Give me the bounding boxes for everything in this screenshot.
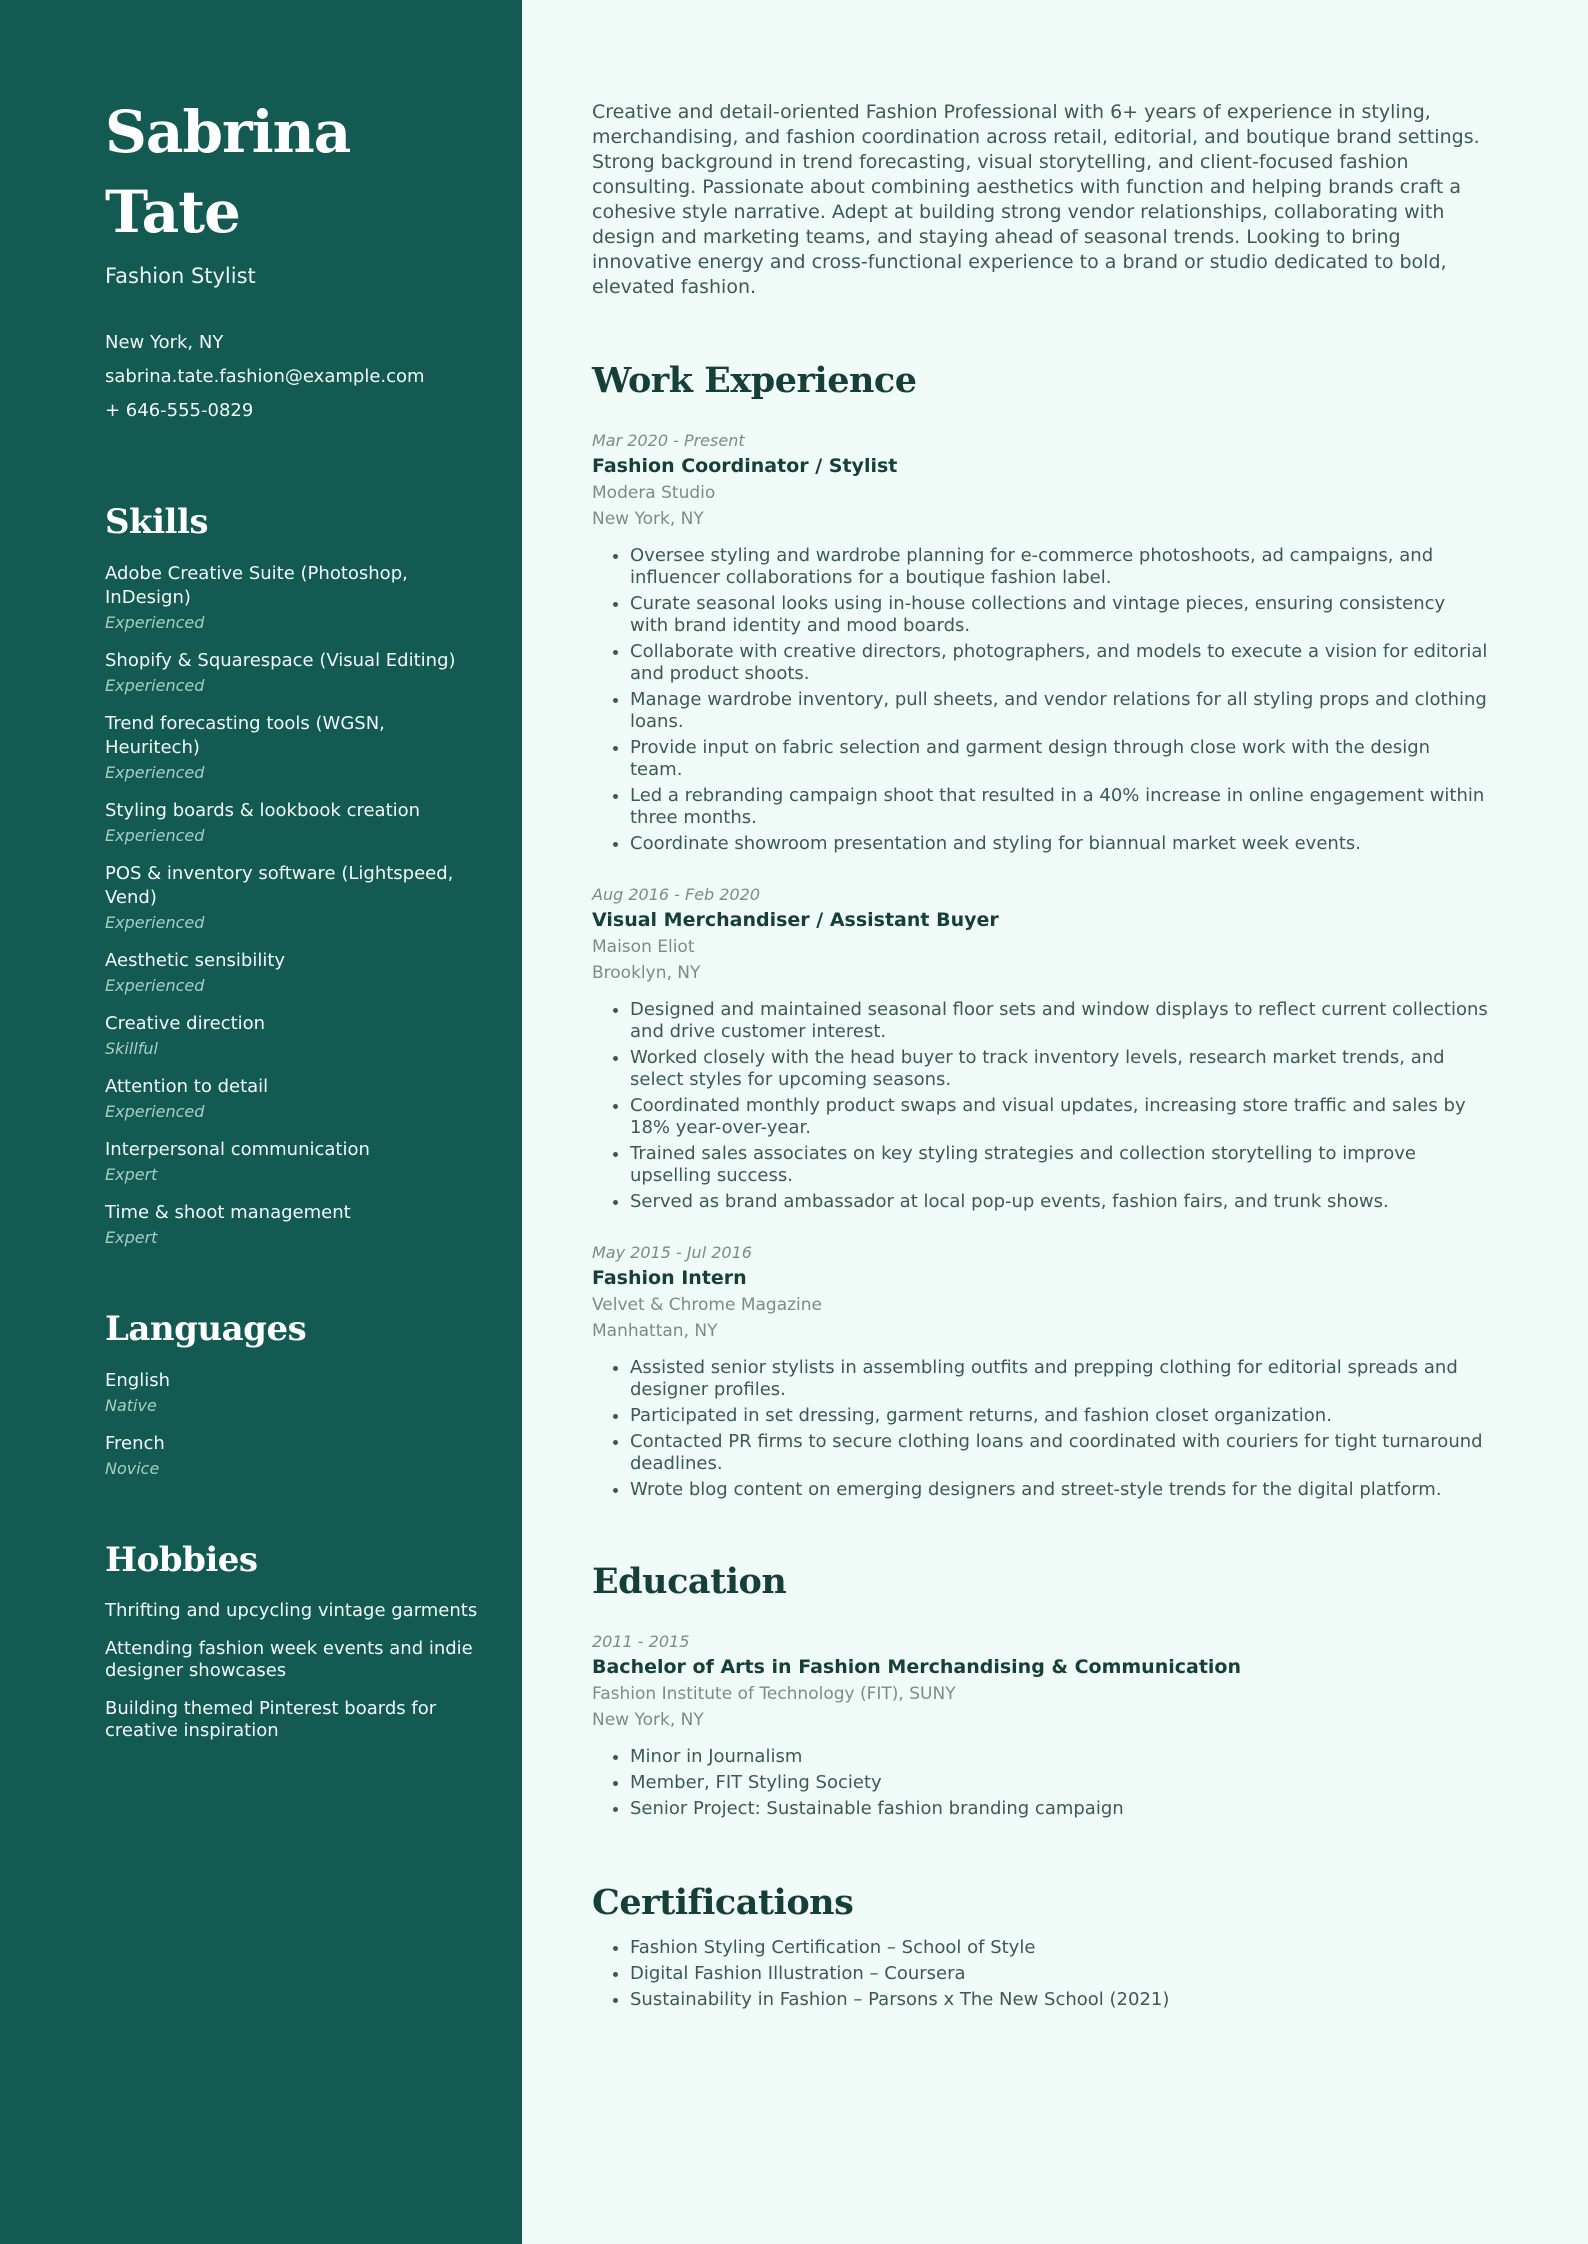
job-bullets [592, 1357, 1488, 1501]
job-bullets [592, 545, 1488, 855]
skill-level: Experienced [105, 826, 205, 845]
skill-name: Attention to detail [105, 1076, 269, 1097]
job-company: Velvet & Chrome Magazine [592, 1295, 822, 1315]
job-bullet: • Designed and maintained seasonal floor sets and window displays to reflect current collections and drive customer interest. [630, 999, 1488, 1043]
language-name: French [105, 1433, 165, 1454]
work-experience-heading: Work Experience [592, 360, 917, 401]
job-entry [592, 429, 1488, 855]
education-location: New York, NY [592, 1710, 704, 1730]
skill-level: Experienced [105, 976, 205, 995]
certifications-heading: Certifications [592, 1882, 854, 1923]
job-bullets [592, 999, 1488, 1213]
certification-item: • Sustainability in Fashion – Parsons x The New School (2021) [630, 1989, 1488, 2011]
skill-name: Creative direction [105, 1013, 266, 1034]
skill-name: Time & shoot management [105, 1202, 351, 1223]
job-bullet: • Assisted senior stylists in assembling outfits and prepping clothing for editorial spreads and designer profiles. [630, 1357, 1488, 1401]
job-company: Maison Eliot [592, 937, 695, 957]
certification-item: • Digital Fashion Illustration – Coursera [630, 1963, 1488, 1985]
job-location: New York, NY [592, 509, 704, 529]
candidate-name: Sabrina Tate [105, 98, 351, 246]
hobby-item: Attending fashion week events and indie designer showcases [105, 1638, 473, 1681]
job-entry [592, 1241, 1488, 1501]
contact-phone[interactable]: + 646-555-0829 [105, 400, 254, 421]
skill-item [105, 949, 482, 999]
job-bullet: • Coordinate showroom presentation and styling for biannual market week events. [630, 833, 1488, 855]
contact-info [105, 326, 482, 428]
job-bullet: • Led a rebranding campaign shoot that resulted in a 40% increase in online engagement within three months. [630, 785, 1488, 829]
job-title: Fashion Coordinator / Stylist [592, 455, 898, 477]
education-school: Fashion Institute of Technology (FIT), SUNY [592, 1684, 956, 1704]
skill-level: Skillful [105, 1039, 158, 1058]
job-bullet: • Participated in set dressing, garment returns, and fashion closet organization. [630, 1405, 1488, 1427]
hobbies-list [105, 1600, 482, 1742]
language-level: Novice [105, 1459, 160, 1478]
languages-heading: Languages [105, 1309, 307, 1349]
contact-email[interactable]: sabrina.tate.fashion@example.com [105, 366, 425, 387]
job-bullet: • Provide input on fabric selection and garment design through close work with the design team. [630, 737, 1488, 781]
skill-item [105, 649, 482, 699]
skill-item [105, 1075, 482, 1125]
skill-name: POS & inventory software (Lightspeed, Vend) [105, 863, 454, 908]
skills-list [105, 562, 482, 1251]
hobby-item: Building themed Pinterest boards for creative inspiration [105, 1698, 437, 1741]
job-bullet: • Manage wardrobe inventory, pull sheets, and vendor relations for all styling props and clothing loans. [630, 689, 1488, 733]
job-bullet: • Curate seasonal looks using in-house collections and vintage pieces, ensuring consistency with brand identity and mood boards. [630, 593, 1488, 637]
main-content [522, 0, 1588, 2244]
skill-item [105, 862, 482, 936]
job-date: May 2015 - Jul 2016 [592, 1243, 752, 1262]
job-bullet: • Trained sales associates on key styling strategies and collection storytelling to improve upselling success. [630, 1143, 1488, 1187]
certifications-list [592, 1937, 1488, 2011]
skill-item [105, 1138, 482, 1188]
skill-name: Shopify & Squarespace (Visual Editing) [105, 650, 456, 671]
job-location: Manhattan, NY [592, 1321, 718, 1341]
skill-level: Expert [105, 1165, 158, 1184]
language-item [105, 1369, 482, 1419]
education-bullets [592, 1746, 1488, 1820]
skill-level: Experienced [105, 763, 205, 782]
sidebar [0, 0, 522, 2244]
job-entry [592, 883, 1488, 1213]
skill-item [105, 1201, 482, 1251]
skill-level: Experienced [105, 676, 205, 695]
job-date: Aug 2016 - Feb 2020 [592, 885, 760, 904]
job-location: Brooklyn, NY [592, 963, 701, 983]
skill-item [105, 562, 482, 636]
job-role: Fashion Stylist [105, 264, 256, 288]
education-bullet: • Senior Project: Sustainable fashion branding campaign [630, 1798, 1488, 1820]
job-bullet: • Served as brand ambassador at local pop-up events, fashion fairs, and trunk shows. [630, 1191, 1488, 1213]
job-bullet: • Collaborate with creative directors, photographers, and models to execute a vision for editorial and product shoots. [630, 641, 1488, 685]
job-bullet: • Oversee styling and wardrobe planning for e-commerce photoshoots, ad campaigns, and influencer collaborations for a boutique fashion label. [630, 545, 1488, 589]
hobbies-heading: Hobbies [105, 1540, 258, 1580]
skill-level: Experienced [105, 913, 205, 932]
skills-heading: Skills [105, 502, 209, 542]
skill-item [105, 712, 482, 786]
skill-name: Styling boards & lookbook creation [105, 800, 421, 821]
certification-item: • Fashion Styling Certification – School of Style [630, 1937, 1488, 1959]
contact-location: New York, NY [105, 332, 224, 353]
job-bullet: • Contacted PR firms to secure clothing loans and coordinated with couriers for tight turnaround deadlines. [630, 1431, 1488, 1475]
language-item [105, 1432, 482, 1482]
skill-level: Expert [105, 1228, 158, 1247]
education-date: 2011 - 2015 [592, 1632, 690, 1651]
languages-list [105, 1369, 482, 1482]
job-company: Modera Studio [592, 483, 716, 503]
job-bullet: • Wrote blog content on emerging designers and street-style trends for the digital platform. [630, 1479, 1488, 1501]
language-name: English [105, 1370, 170, 1391]
profile-summary: Creative and detail-oriented Fashion Professional with 6+ years of experience in styling, merchandising, and fashion coordination across retail, editorial, and boutique brand settings. Strong background in trend forecasting, visual storytelling, and client-focused fashion consulting. Passionate about combining aesthetics with function and helping brands craft a cohesive style narrative. Adept at building strong vendor relationships, collaborating with design and marketing teams, and staying ahead of seasonal trends. Looking to bring innovative energy and cross-functional experience to a brand or studio dedicated to bold, elevated fashion. [592, 101, 1480, 298]
skill-name: Adobe Creative Suite (Photoshop, InDesign) [105, 563, 408, 608]
skill-name: Aesthetic sensibility [105, 950, 286, 971]
skill-name: Interpersonal communication [105, 1139, 370, 1160]
job-bullet: • Coordinated monthly product swaps and visual updates, increasing store traffic and sales by 18% year-over-year. [630, 1095, 1488, 1139]
skill-item [105, 1012, 482, 1062]
job-date: Mar 2020 - Present [592, 431, 745, 450]
skill-item [105, 799, 482, 849]
language-level: Native [105, 1396, 157, 1415]
skill-level: Experienced [105, 1102, 205, 1121]
education-heading: Education [592, 1561, 787, 1602]
skill-level: Experienced [105, 613, 205, 632]
job-bullet: • Worked closely with the head buyer to track inventory levels, research market trends, and select styles for upcoming seasons. [630, 1047, 1488, 1091]
hobby-item: Thrifting and upcycling vintage garments [105, 1600, 478, 1621]
education-bullet: • Minor in Journalism [630, 1746, 1488, 1768]
education-degree: Bachelor of Arts in Fashion Merchandising & Communication [592, 1656, 1242, 1678]
education-bullet: • Member, FIT Styling Society [630, 1772, 1488, 1794]
education-entry [592, 1630, 1488, 1820]
job-title: Fashion Intern [592, 1267, 747, 1289]
skill-name: Trend forecasting tools (WGSN, Heuritech) [105, 713, 385, 758]
job-title: Visual Merchandiser / Assistant Buyer [592, 909, 999, 931]
